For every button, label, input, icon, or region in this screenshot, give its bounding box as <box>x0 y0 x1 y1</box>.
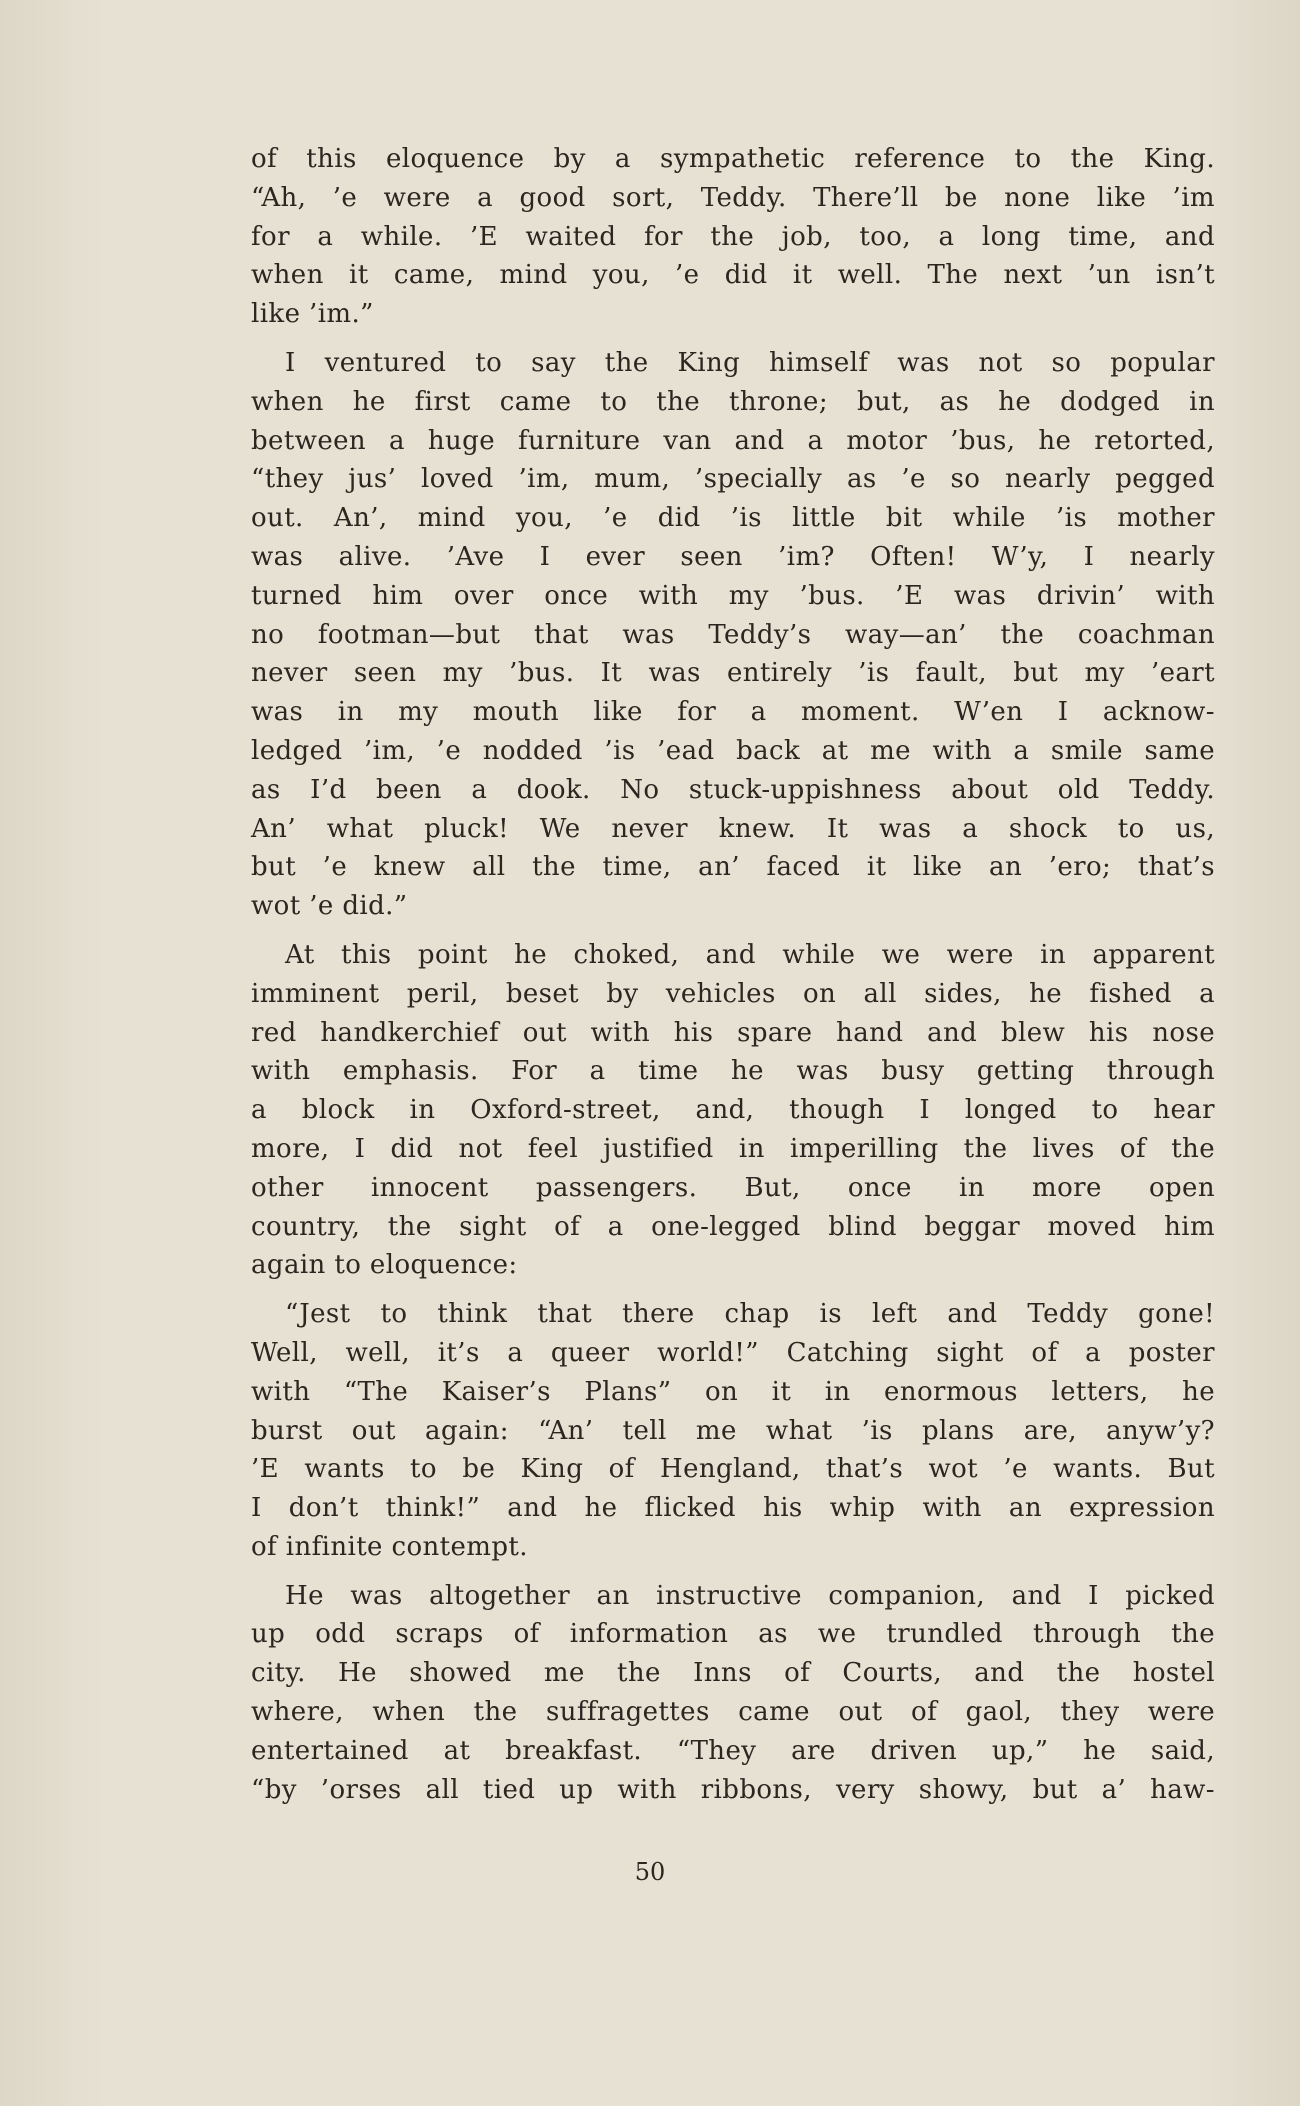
text-line: He was altogether an instructive companion, and I picked <box>285 1580 1215 1611</box>
text-line: ledged ’im, ’e nodded ’is ’ead back at me with a smile same <box>251 735 1215 766</box>
text-line: country, the sight of a one-legged blind beggar moved him <box>251 1211 1215 1242</box>
book-page-body <box>251 140 1215 1819</box>
text-line: entertained at breakfast. “They are driven up,” he said, <box>251 1735 1215 1766</box>
text-line: other innocent passengers. But, once in more open <box>251 1172 1215 1203</box>
page-number: 50 <box>634 1858 666 1886</box>
text-line: Well, well, it’s a queer world!” Catching sight of a poster <box>251 1337 1215 1368</box>
text-line: of this eloquence by a sympathetic reference to the King. <box>251 144 1215 174</box>
text-line: “Ah, ’e were a good sort, Teddy. There’ll be none like ’im <box>251 182 1215 213</box>
text-line: was alive. ’Ave I ever seen ’im? Often! W’y, I nearly <box>251 541 1215 572</box>
paragraph <box>251 1295 1215 1567</box>
text-line: with emphasis. For a time he was busy getting through <box>251 1056 1215 1087</box>
text-line: a block in Oxford-street, and, though I longed to hear <box>251 1095 1215 1126</box>
text-line: “by ’orses all tied up with ribbons, very showy, but a’ haw- <box>251 1774 1215 1805</box>
text-line: no footman—but that was Teddy’s way—an’ the coachman <box>251 619 1215 650</box>
text-line: between a huge furniture van and a motor ’bus, he retorted, <box>251 425 1215 456</box>
text-line: I don’t think!” and he flicked his whip with an expression <box>251 1493 1215 1524</box>
text-line: but ’e knew all the time, an’ faced it like an ’ero; that’s <box>251 852 1215 883</box>
text-line: “Jest to think that there chap is left and Teddy gone! <box>285 1299 1215 1330</box>
text-line: At this point he choked, and while we were in apparent <box>285 939 1215 970</box>
text-line: when he first came to the throne; but, as he dodged in <box>251 386 1215 417</box>
text-line: never seen my ’bus. It was entirely ’is fault, but my ’eart <box>251 658 1215 689</box>
text-line: where, when the suffragettes came out of gaol, they were <box>251 1697 1215 1728</box>
text-line: again to eloquence: <box>251 1250 518 1281</box>
text-line: when it came, mind you, ’e did it well. The next ’un isn’t <box>251 260 1215 291</box>
text-line: burst out again: “An’ tell me what ’is plans are, anyw’y? <box>251 1415 1215 1446</box>
text-line: of infinite contempt. <box>251 1531 528 1562</box>
text-line: turned him over once with my ’bus. ’E was drivin’ with <box>251 580 1215 611</box>
text-line: like ’im.” <box>251 299 374 330</box>
text-line: imminent peril, beset by vehicles on all sides, he fished a <box>251 978 1215 1009</box>
text-line: for a while. ’E waited for the job, too, a long time, and <box>251 221 1215 252</box>
paragraph <box>251 936 1215 1285</box>
text-line: with “The Kaiser’s Plans” on it in enormous letters, he <box>251 1376 1215 1407</box>
paragraph <box>251 344 1215 926</box>
text-line: wot ’e did.” <box>251 891 408 922</box>
text-line: red handkerchief out with his spare hand and blew his nose <box>251 1017 1215 1048</box>
paragraph <box>251 1577 1215 1810</box>
text-line: I ventured to say the King himself was not so popular <box>285 347 1215 378</box>
paragraph <box>251 140 1215 334</box>
text-line: “they jus’ loved ’im, mum, ’specially as ’e so nearly pegged <box>251 464 1215 495</box>
text-line: more, I did not feel justified in imperilling the lives of the <box>251 1133 1215 1164</box>
text-line: ’E wants to be King of Hengland, that’s wot ’e wants. But <box>251 1454 1215 1485</box>
text-line: was in my mouth like for a moment. W’en I acknow- <box>251 697 1215 728</box>
text-line: An’ what pluck! We never knew. It was a shock to us, <box>251 813 1215 844</box>
text-line: up odd scraps of information as we trundled through the <box>251 1619 1215 1650</box>
text-line: as I’d been a dook. No stuck-uppishness about old Teddy. <box>251 774 1215 805</box>
text-line: city. He showed me the Inns of Courts, and the hostel <box>251 1658 1215 1689</box>
text-line: out. An’, mind you, ’e did ’is little bit while ’is mother <box>251 503 1215 534</box>
